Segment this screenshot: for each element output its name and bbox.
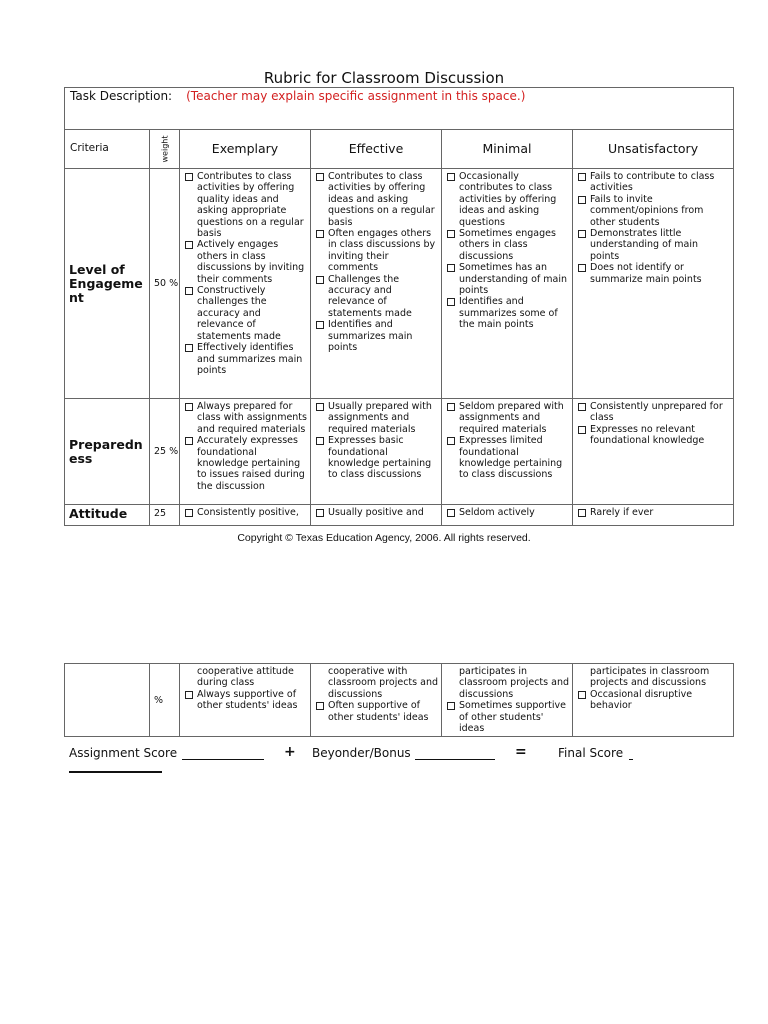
cell-engagement-effective xyxy=(311,169,442,399)
list-item: Often supportive of other students' ideas xyxy=(315,700,438,723)
attitude-row xyxy=(65,505,734,526)
checkbox-icon xyxy=(447,173,455,181)
cell-attitude-minimal xyxy=(442,505,573,526)
list-item: Rarely if ever xyxy=(577,507,730,518)
checkbox-icon xyxy=(578,509,586,517)
cell-preparedness-unsatisfactory xyxy=(573,399,734,505)
checkbox-icon xyxy=(316,403,324,411)
list-item: Demonstrates little understanding of main points xyxy=(577,228,730,262)
checkbox-icon xyxy=(578,403,586,411)
cell-attitude-effective-continued xyxy=(311,664,442,737)
final-score-field[interactable] xyxy=(69,771,162,773)
criteria-attitude: Attitude xyxy=(65,505,150,526)
list-item: Consistently unprepared for class xyxy=(577,401,730,424)
final-score-tick xyxy=(629,759,633,760)
cell-preparedness-effective xyxy=(311,399,442,505)
list-item: Consistently positive, xyxy=(184,507,307,518)
cell-engagement-unsatisfactory xyxy=(573,169,734,399)
list-item: cooperative with classroom projects and discussions xyxy=(328,666,438,700)
criteria-engagement: Level of Engageme nt xyxy=(65,169,150,399)
checkbox-icon xyxy=(447,230,455,238)
cell-attitude-effective xyxy=(311,505,442,526)
list-item: Constructively challenges the accuracy and relevance of statements made xyxy=(184,285,307,342)
engagement-row xyxy=(65,169,734,399)
rubric-table xyxy=(64,87,734,526)
checkbox-icon xyxy=(447,702,455,710)
checkbox-icon xyxy=(316,437,324,445)
task-description-note: (Teacher may explain specific assignment in this space.) xyxy=(186,89,526,103)
cell-preparedness-exemplary xyxy=(180,399,311,505)
list-item: Occasional disruptive behavior xyxy=(577,689,730,712)
checkbox-icon xyxy=(447,264,455,272)
list-item: Identifies and summarizes main points xyxy=(315,319,438,353)
attitude-row-continued xyxy=(65,664,734,737)
list-item: Usually positive and xyxy=(315,507,438,518)
checkbox-icon xyxy=(316,321,324,329)
checkbox-icon xyxy=(316,509,324,517)
checkbox-icon xyxy=(185,173,193,181)
criteria-preparedness: Preparedn ess xyxy=(65,399,150,505)
list-item: Sometimes supportive of other students' ideas xyxy=(446,700,569,734)
criteria-header: Criteria xyxy=(65,130,150,169)
list-item: Does not identify or summarize main points xyxy=(577,262,730,285)
list-item: Expresses no relevant foundational knowledge xyxy=(577,424,730,447)
checkbox-icon xyxy=(447,437,455,445)
checkbox-icon xyxy=(185,403,193,411)
weight-attitude: 25 xyxy=(150,505,180,526)
cell-engagement-exemplary xyxy=(180,169,311,399)
list-item: Effectively identifies and summarizes main points xyxy=(184,342,307,376)
list-item: participates in classroom projects and discussions xyxy=(459,666,569,700)
weight-preparedness: 25 % xyxy=(150,399,180,505)
list-item: Seldom actively xyxy=(446,507,569,518)
checkbox-icon xyxy=(578,173,586,181)
list-item: Accurately expresses foundational knowledge pertaining to issues raised during the discussion xyxy=(184,435,307,492)
checkbox-icon xyxy=(447,298,455,306)
checkbox-icon xyxy=(447,509,455,517)
checkbox-icon xyxy=(578,230,586,238)
list-item: Actively engages others in class discussions by inviting their comments xyxy=(184,239,307,285)
weight-attitude-continued: % xyxy=(150,664,180,737)
list-item: Challenges the accuracy and relevance of statements made xyxy=(315,274,438,320)
cell-preparedness-minimal xyxy=(442,399,573,505)
list-item: Fails to contribute to class activities xyxy=(577,171,730,194)
list-item: participates in classroom projects and discussions xyxy=(590,666,710,689)
header-row xyxy=(65,130,734,169)
checkbox-icon xyxy=(578,691,586,699)
assignment-score-field[interactable] xyxy=(182,759,264,760)
minimal-header: Minimal xyxy=(442,130,573,169)
weight-engagement: 50 % xyxy=(150,169,180,399)
checkbox-icon xyxy=(185,437,193,445)
equals-sign: = xyxy=(515,744,527,760)
task-description-row[interactable] xyxy=(65,88,734,130)
list-item: Expresses limited foundational knowledge pertaining to class discussions xyxy=(446,435,569,481)
list-item: Often engages others in class discussions by inviting their comments xyxy=(315,228,438,274)
list-item: Usually prepared with assignments and required materials xyxy=(315,401,438,435)
list-item: Identifies and summarizes some of the main points xyxy=(446,296,569,330)
weight-header: weight xyxy=(150,130,180,169)
list-item: Occasionally contributes to class activities by offering ideas and asking questions xyxy=(446,171,569,228)
bonus-label: Beyonder/Bonus xyxy=(312,746,411,760)
plus-sign: + xyxy=(284,744,296,760)
list-item: Expresses basic foundational knowledge pertaining to class discussions xyxy=(315,435,438,481)
checkbox-icon xyxy=(316,276,324,284)
preparedness-row xyxy=(65,399,734,505)
copyright-notice: Copyright © Texas Education Agency, 2006. All rights reserved. xyxy=(237,532,531,544)
assignment-score-label: Assignment Score xyxy=(69,746,178,760)
checkbox-icon xyxy=(316,173,324,181)
checkbox-icon xyxy=(578,426,586,434)
effective-header: Effective xyxy=(311,130,442,169)
list-item: Always prepared for class with assignments and required materials xyxy=(184,401,307,435)
page-title: Rubric for Classroom Discussion xyxy=(263,69,505,87)
cell-attitude-unsatisfactory xyxy=(573,505,734,526)
checkbox-icon xyxy=(185,691,193,699)
list-item: Sometimes engages others in class discussions xyxy=(446,228,569,262)
checkbox-icon xyxy=(447,403,455,411)
score-line xyxy=(69,746,749,762)
criteria-attitude-continued xyxy=(65,664,150,737)
list-item: Seldom prepared with assignments and required materials xyxy=(446,401,569,435)
unsatisfactory-header: Unsatisfactory xyxy=(573,130,734,169)
checkbox-icon xyxy=(185,509,193,517)
exemplary-header: Exemplary xyxy=(180,130,311,169)
cell-attitude-minimal-continued xyxy=(442,664,573,737)
rubric-table-continued xyxy=(64,663,734,737)
cell-engagement-minimal xyxy=(442,169,573,399)
checkbox-icon xyxy=(578,264,586,272)
checkbox-icon xyxy=(316,230,324,238)
checkbox-icon xyxy=(185,344,193,352)
final-score-label: Final Score xyxy=(558,746,624,760)
list-item: Fails to invite comment/opinions from other students xyxy=(577,194,730,228)
cell-attitude-unsatisfactory-continued xyxy=(573,664,734,737)
cell-attitude-exemplary xyxy=(180,505,311,526)
checkbox-icon xyxy=(185,241,193,249)
cell-attitude-exemplary-continued xyxy=(180,664,311,737)
checkbox-icon xyxy=(578,196,586,204)
list-item: Sometimes has an understanding of main points xyxy=(446,262,569,296)
bonus-score-field[interactable] xyxy=(415,759,495,760)
checkbox-icon xyxy=(185,287,193,295)
list-item: Always supportive of other students' ideas xyxy=(184,689,307,712)
list-item: Contributes to class activities by offering ideas and asking questions on a regular basis xyxy=(315,171,438,228)
checkbox-icon xyxy=(316,702,324,710)
task-description-label: Task Description: xyxy=(70,89,173,103)
list-item: cooperative attitude during class xyxy=(197,666,294,689)
list-item: Contributes to class activities by offering quality ideas and asking appropriate questions on a regular basis xyxy=(184,171,307,239)
